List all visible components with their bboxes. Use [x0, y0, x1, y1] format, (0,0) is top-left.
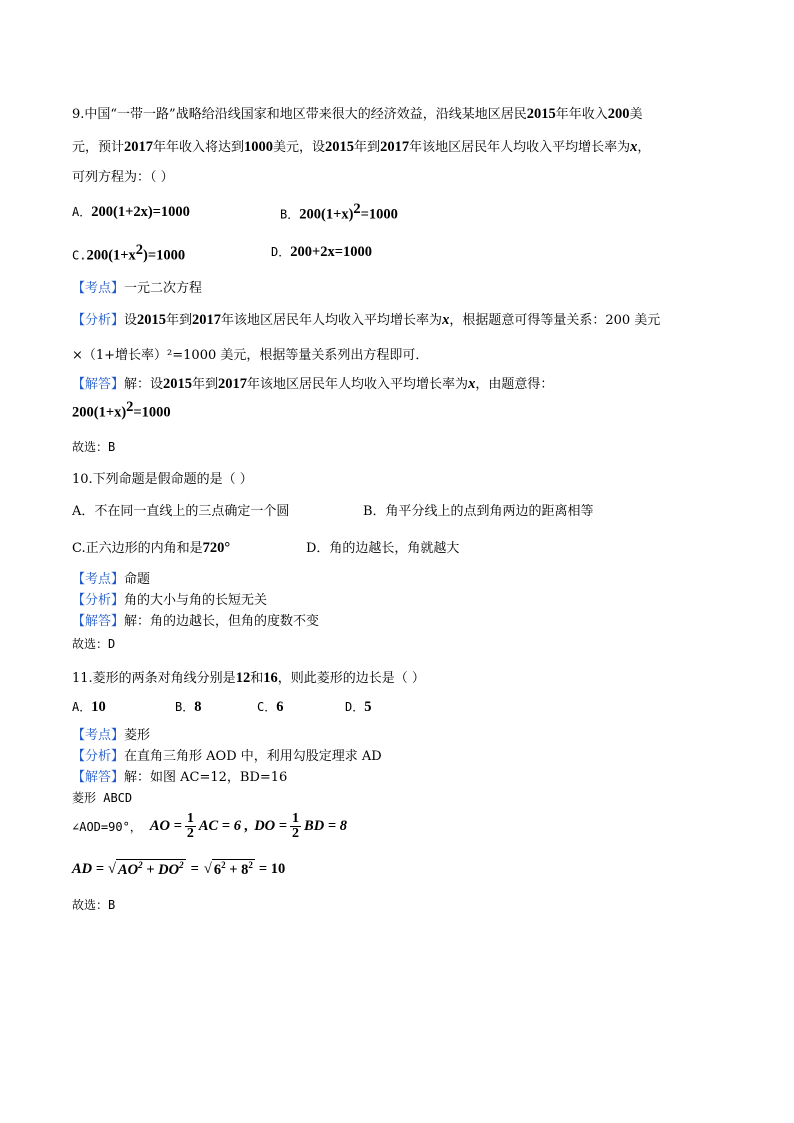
- option-d-formula: 200+2x=1000: [290, 244, 373, 260]
- equation: 200(1+x): [72, 404, 127, 421]
- option-a-value: 10: [91, 699, 106, 715]
- q10-option-a: A．不在同一直线上的三点确定一个圆: [72, 504, 290, 519]
- q9-equation: [72, 399, 171, 421]
- option-c-formula-tail: )=1000: [143, 247, 186, 264]
- q9-text: 年该地区居民年人均收入平均增长率为: [409, 140, 631, 155]
- option-b-value: 8: [194, 699, 202, 715]
- q9-text: 年年收入将达到: [153, 140, 245, 155]
- fenxi-text: 角的大小与角的长短无关: [124, 593, 268, 608]
- q9-fenxi-line2: ×（1+增长率）²=1000 美元，根据等量关系列出方程即可．: [72, 348, 429, 363]
- q9-text: ，: [637, 140, 651, 155]
- option-label: D．: [345, 700, 365, 714]
- q9-stem-line3: 可列方程为：（ ）: [72, 170, 174, 185]
- radicand-8: + 8: [229, 861, 249, 878]
- sqrt-sign-icon: √: [108, 860, 116, 877]
- q10-answer: 故选：D: [72, 637, 116, 651]
- option-c-formula: 200(1+x: [86, 247, 136, 264]
- exponent: 2: [221, 860, 226, 871]
- var-x: x: [630, 139, 638, 155]
- kaodian-tag: 【考点】: [72, 572, 125, 587]
- exponent: 2: [126, 399, 134, 415]
- year-2015: 2015: [526, 106, 556, 122]
- q10-option-c: [72, 537, 230, 557]
- radicand-6: 6: [213, 861, 222, 878]
- numerator: 1: [292, 810, 300, 826]
- radicand-do: + DO: [146, 861, 180, 878]
- fraction-half: [185, 812, 196, 841]
- q11-option-c: [257, 698, 283, 716]
- exponent: 2: [138, 860, 143, 871]
- radicand-2: [212, 859, 255, 879]
- q9-fenxi-line1: [72, 309, 660, 329]
- jieda-text: ，由题意得：: [475, 377, 554, 392]
- jieda-text: 解：角的边越长，但角的度数不变: [124, 614, 320, 629]
- exponent: 2: [179, 860, 184, 871]
- fenxi-text: ，根据题意可得等量关系：200 美元: [449, 313, 661, 328]
- jieda-text: 解：如图 AC=12，BD=16: [124, 770, 288, 785]
- q11-option-a: [72, 698, 106, 716]
- option-d-value: 5: [364, 699, 372, 715]
- denominator: 2: [292, 825, 300, 841]
- q9-option-b: [280, 201, 398, 223]
- q9-jieda: [72, 373, 553, 393]
- fenxi-text: 年到: [166, 313, 193, 328]
- option-label: A．: [72, 700, 92, 714]
- var-x: x: [442, 312, 450, 328]
- q9-text: 年到: [354, 140, 381, 155]
- q9-option-a: [72, 203, 190, 221]
- option-c-text: C.正六边形的内角和是: [72, 541, 203, 556]
- value-720-degrees: 720°: [202, 540, 231, 556]
- fenxi-tag: 【分析】: [72, 593, 125, 608]
- q9-text: 9.中国“一带一路”战略给沿线国家和地区带来很大的经济效益，沿线某地区居民: [72, 107, 527, 122]
- angle-text: ∠AOD=90°，: [72, 819, 142, 834]
- value-200: 200: [607, 106, 630, 122]
- year-2015: 2015: [137, 312, 167, 328]
- q11-stem: [72, 667, 425, 687]
- numerator: 1: [186, 810, 194, 826]
- fraction-half: [290, 812, 301, 841]
- q11-kaodian: [72, 724, 150, 743]
- option-label: C．: [257, 700, 277, 714]
- fenxi-text: 设: [124, 313, 138, 328]
- eq-ad: AD =: [72, 860, 105, 877]
- value-1000: 1000: [244, 139, 274, 155]
- q11-text: 和: [250, 671, 264, 686]
- option-a-formula: 200(1+2x)=1000: [91, 204, 190, 220]
- denominator: 2: [186, 825, 194, 841]
- option-label: B．: [280, 207, 300, 222]
- q10-option-d: D．角的边越长，角就越大: [306, 541, 460, 556]
- sqrt-sign-icon: √: [203, 860, 212, 877]
- exponent: 2: [353, 201, 361, 217]
- result-10: = 10: [258, 860, 286, 877]
- year-2017: 2017: [192, 312, 222, 328]
- q10-jieda: [72, 610, 319, 629]
- year-2015: 2015: [163, 376, 193, 392]
- eq-ao: AO =: [149, 817, 182, 834]
- q9-option-d: [271, 243, 372, 261]
- year-2017: 2017: [124, 139, 154, 155]
- fenxi-text: 年该地区居民年人均收入平均增长率为: [221, 313, 443, 328]
- equals-sign: =: [190, 860, 199, 877]
- kaodian-tag: 【考点】: [72, 281, 125, 296]
- value-12: 12: [235, 670, 251, 686]
- q11-option-b: [175, 698, 201, 716]
- value-16: 16: [263, 670, 278, 686]
- q9-text: 美: [629, 107, 643, 122]
- option-label: D．: [271, 245, 291, 259]
- kaodian-text: 菱形: [124, 728, 151, 743]
- exponent: 2: [135, 242, 144, 258]
- q9-text: 美元，设: [273, 140, 326, 155]
- var-x: x: [468, 376, 476, 392]
- kaodian-text: 命题: [124, 572, 151, 587]
- jieda-text: 年该地区居民年人均收入平均增长率为: [247, 377, 469, 392]
- q11-option-d: [345, 698, 371, 716]
- q9-stem-line1: [72, 103, 642, 123]
- q10-kaodian: [72, 568, 150, 587]
- jieda-text: 年到: [192, 377, 219, 392]
- eq-ac: AC = 6 ,: [198, 817, 249, 834]
- eq-do: DO =: [254, 817, 288, 834]
- radicand-ao: AO: [118, 861, 139, 878]
- eq-bd: BD = 8: [304, 817, 347, 834]
- year-2015: 2015: [325, 139, 355, 155]
- jieda-tag: 【解答】: [72, 377, 125, 392]
- q11-equation-1: [72, 808, 347, 844]
- option-label: C.: [72, 248, 87, 263]
- jieda-tag: 【解答】: [72, 770, 125, 785]
- q9-answer: 故选：B: [72, 440, 116, 454]
- q11-equation-2: [72, 855, 285, 883]
- q9-text: 年年收入: [555, 107, 608, 122]
- q11-text: ，则此菱形的边长是（ ）: [277, 671, 425, 686]
- year-2017: 2017: [380, 139, 410, 155]
- q11-answer: 故选：B: [72, 898, 116, 912]
- fenxi-text: 在直角三角形 AOD 中，利用勾股定理求 AD: [124, 749, 382, 764]
- radicand-1: [116, 859, 186, 879]
- q9-stem-line2: [72, 136, 650, 156]
- q11-fenxi: [72, 745, 382, 764]
- fenxi-tag: 【分析】: [72, 313, 125, 328]
- q9-option-c: [72, 242, 185, 264]
- q11-rhombus-line: 菱形 ABCD: [72, 791, 133, 805]
- jieda-tag: 【解答】: [72, 614, 125, 629]
- q11-text: 11.菱形的两条对角线分别是: [72, 671, 236, 686]
- year-2017: 2017: [218, 376, 248, 392]
- kaodian-tag: 【考点】: [72, 728, 125, 743]
- q9-text: 元，预计: [72, 140, 125, 155]
- kaodian-text: 一元二次方程: [124, 281, 203, 296]
- q10-fenxi: [72, 589, 267, 608]
- equation-tail: =1000: [133, 404, 171, 421]
- q11-jieda: [72, 766, 287, 785]
- q10-option-b: B．角平分线上的点到角两边的距离相等: [363, 504, 594, 519]
- option-label: A．: [72, 205, 92, 219]
- option-c-value: 6: [276, 699, 284, 715]
- q10-stem: 10.下列命题是假命题的是（ ）: [72, 472, 253, 487]
- exponent: 2: [248, 860, 253, 871]
- option-label: B．: [175, 700, 195, 714]
- q9-kaodian: [72, 277, 202, 296]
- option-b-formula-tail: =1000: [360, 206, 398, 223]
- jieda-text: 解：设: [124, 377, 164, 392]
- option-b-formula: 200(1+x): [299, 206, 354, 223]
- fenxi-tag: 【分析】: [72, 749, 125, 764]
